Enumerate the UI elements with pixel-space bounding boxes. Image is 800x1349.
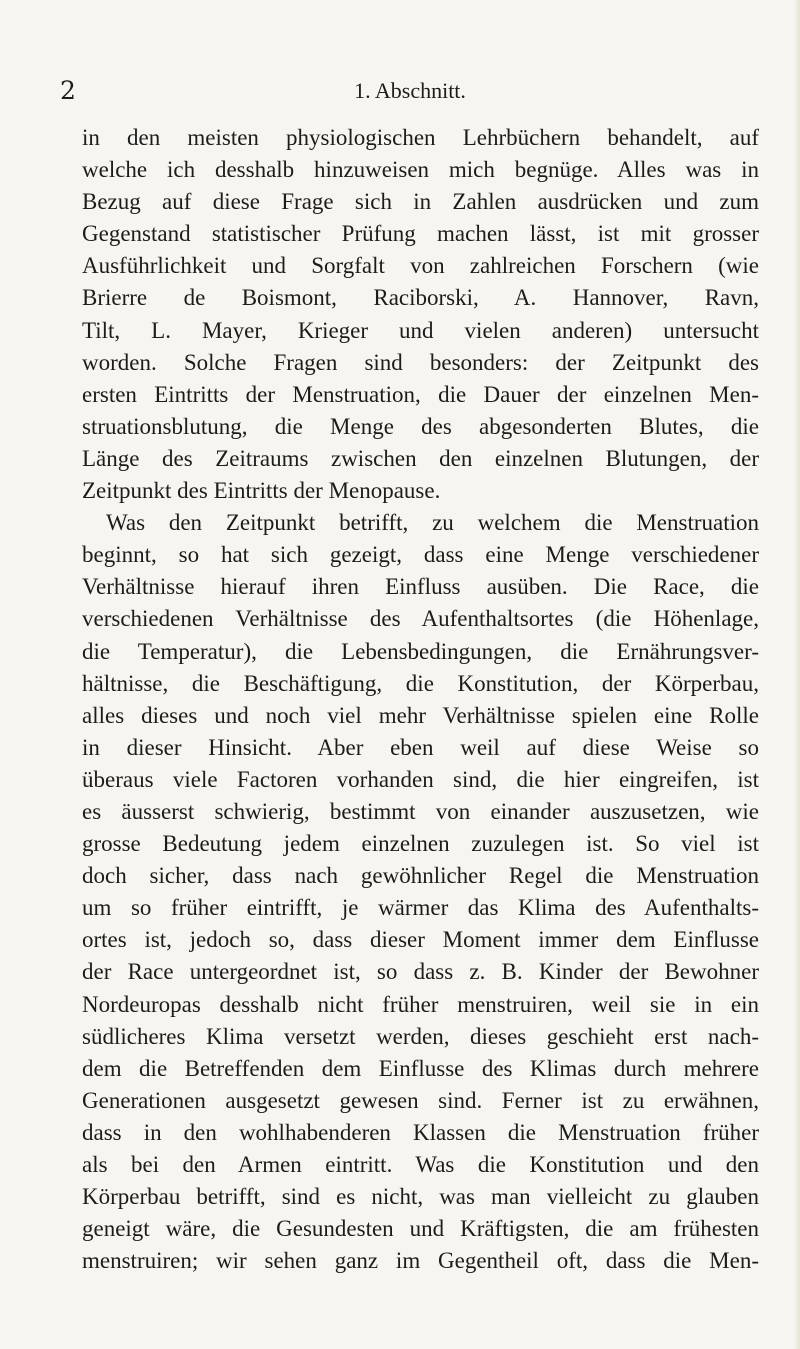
text-line: Generationen ausgesetzt gewesen sind. Ferner ist zu erwähnen,: [82, 1087, 759, 1113]
text-line: Verhältnisse hierauf ihren Einfluss ausüben. Die Race, die: [82, 574, 759, 600]
text-line: dem die Betreffenden dem Einflusse des Klimas durch mehrere: [82, 1055, 759, 1081]
text-line: ersten Eintritts der Menstruation, die Dauer der einzelnen Men-: [82, 381, 759, 407]
page-edge-shadow: [794, 0, 800, 1349]
text-line: in dieser Hinsicht. Aber eben weil auf diese Weise so: [82, 734, 759, 760]
page-header: [60, 76, 760, 106]
text-line: Zeitpunkt des Eintritts der Menopause.: [82, 478, 441, 504]
text-line: Nordeuropas desshalb nicht früher menstruiren, weil sie in ein: [82, 991, 759, 1017]
text-line: Tilt, L. Mayer, Krieger und vielen anderen) untersucht: [82, 317, 759, 343]
text-line: Gegenstand statistischer Prüfung machen lässt, ist mit grosser: [82, 221, 759, 247]
text-line: als bei den Armen eintritt. Was die Konstitution und den: [82, 1152, 759, 1177]
text-line: Ausführlichkeit und Sorgfalt von zahlreichen Forschern (wie: [82, 253, 759, 279]
text-line: dass in den wohlhabenderen Klassen die Menstruation früher: [82, 1119, 759, 1145]
text-line: um so früher eintrifft, je wärmer das Klima des Aufenthalts-: [82, 895, 759, 921]
body-text: [82, 122, 759, 1277]
text-line: Länge des Zeitraums zwischen den einzelnen Blutungen, der: [82, 445, 759, 471]
text-line: südlicheres Klima versetzt werden, dieses geschieht erst nach-: [82, 1023, 759, 1049]
text-line: verschiedenen Verhältnisse des Aufenthaltsortes (die Höhenlage,: [82, 606, 759, 632]
text-line: Körperbau betrifft, sind es nicht, was man vielleicht zu glauben: [82, 1184, 759, 1210]
text-line: hältnisse, die Beschäftigung, die Konstitution, der Körperbau,: [82, 670, 759, 696]
text-line: es äusserst schwierig, bestimmt von einander auszusetzen, wie: [82, 798, 759, 824]
text-line: alles dieses und noch viel mehr Verhältnisse spielen eine Rolle: [82, 702, 759, 728]
text-line: Bezug auf diese Frage sich in Zahlen ausdrücken und zum: [82, 189, 759, 215]
text-line: ortes ist, jedoch so, dass dieser Moment immer dem Einflusse: [82, 927, 759, 953]
text-line: menstruiren; wir sehen ganz im Gegentheil oft, dass die Men-: [82, 1248, 759, 1274]
running-head: 1. Abschnitt.: [354, 78, 466, 103]
text-line: Was den Zeitpunkt betrifft, zu welchem die Menstruation: [106, 510, 759, 536]
text-line: grosse Bedeutung jedem einzelnen zuzulegen ist. So viel ist: [82, 831, 759, 857]
text-line: geneigt wäre, die Gesundesten und Kräftigsten, die am frühesten: [82, 1216, 759, 1242]
text-line: Brierre de Boismont, Raciborski, A. Hannover, Ravn,: [82, 285, 759, 311]
text-line: worden. Solche Fragen sind besonders: der Zeitpunkt des: [82, 349, 759, 375]
text-line: welche ich desshalb hinzuweisen mich begnüge. Alles was in: [82, 157, 759, 183]
text-line: überaus viele Factoren vorhanden sind, die hier eingreifen, ist: [82, 766, 759, 792]
page-number: 2: [60, 76, 76, 105]
text-line: in den meisten physiologischen Lehrbüchern behandelt, auf: [82, 125, 759, 150]
text-line: struationsblutung, die Menge des abgesonderten Blutes, die: [82, 413, 759, 439]
text-line: der Race untergeordnet ist, so dass z. B. Kinder der Bewohner: [82, 959, 759, 985]
text-line: doch sicher, dass nach gewöhnlicher Regel die Menstruation: [82, 863, 759, 889]
text-line: die Temperatur), die Lebensbedingungen, die Ernährungsver-: [82, 638, 759, 664]
text-line: beginnt, so hat sich gezeigt, dass eine Menge verschiedener: [82, 542, 759, 568]
